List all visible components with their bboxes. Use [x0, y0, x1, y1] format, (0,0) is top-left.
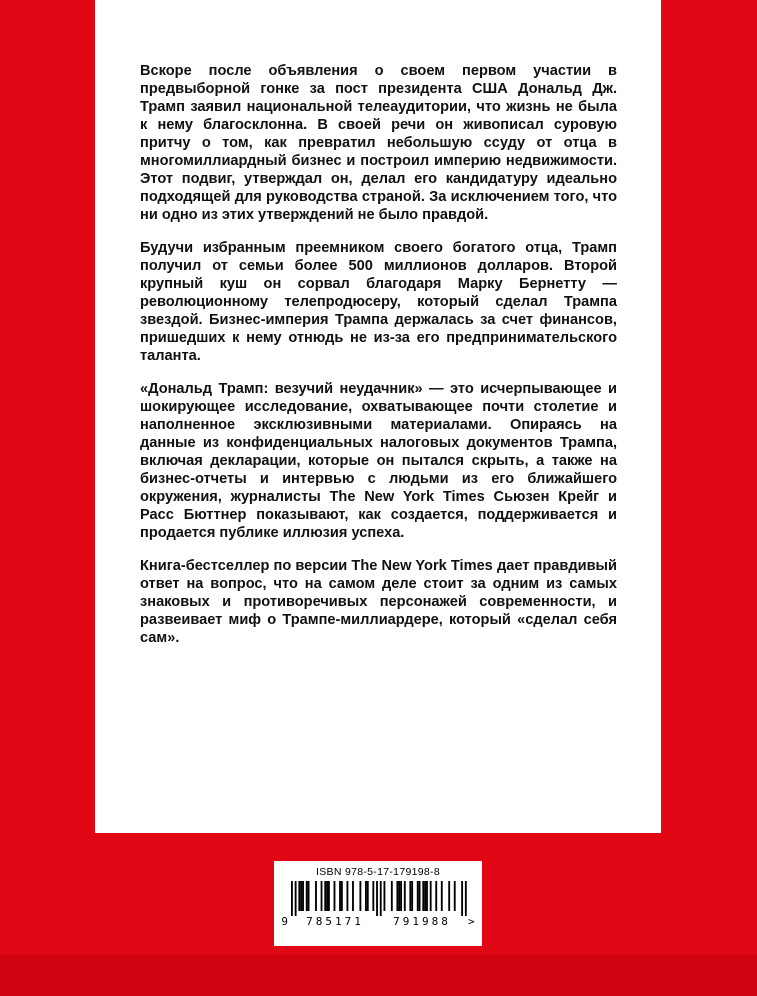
text-panel: [95, 0, 661, 833]
blurb-paragraph-2: Будучи избранным преемником своего богатого отца, Трамп получил от семьи более 500 миллионов долларов. Второй крупный куш он сорвал благодаря Марку Бернетту — революционному телепродюсеру, который сделал Трампа звездой. Бизнес-империя Трампа держалась за счет финансов, пришедших к нему отнюдь не из-за его предпринимательского таланта.: [140, 240, 617, 364]
svg-text:791988: 791988: [393, 915, 451, 928]
svg-text:>: >: [468, 915, 475, 928]
isbn-barcode-box: [274, 861, 482, 946]
blurb-paragraph-4: Книга-бестселлер по версии The New York Times дает правдивый ответ на вопрос, что на самом деле стоит за одним из самых знаковых и противоречивых персонажей современности, и развеивает миф о Трампе-миллиардере, который «сделал себя сам».: [140, 558, 617, 646]
blurb-paragraph-3: «Дональд Трамп: везучий неудачник» — это исчерпывающее и шокирующее исследование, охватывающее почти столетие и наполненное эксклюзивными материалами. Опираясь на данные из конфиденциальных налоговых документов Трампа, включая декларации, которые он пытался скрыть, а также на бизнес-отчеты и интервью с людьми из его ближайшего окружения, журналисты The New York Times Сьюзен Крейг и Расс Бюттнер показывают, как создается, поддерживается и продается публике иллюзия успеха.: [140, 381, 617, 541]
blurb-paragraph-1: Вскоре после объявления о своем первом участии в предвыборной гонке за пост президента США Дональд Дж. Трамп заявил национальной телеаудитории, что жизнь не была к нему благосклонна. В своей речи он живописал суровую притчу о том, как превратил небольшую ссуду от отца в многомиллиардный бизнес и построил империю недвижимости. Этот подвиг, утверждал он, делал его кандидатуру идеально подходящей для руководства страной. За исключением того, что ни одно из этих утверждений не было правдой.: [140, 63, 617, 223]
bottom-red-strip: [0, 955, 757, 996]
svg-text:9: 9: [281, 915, 288, 928]
svg-text:785171: 785171: [306, 915, 364, 928]
ean13-barcode: [278, 881, 478, 928]
isbn-label: ISBN 978-5-17-179198-8: [316, 866, 440, 878]
blurb-text: [140, 62, 617, 662]
